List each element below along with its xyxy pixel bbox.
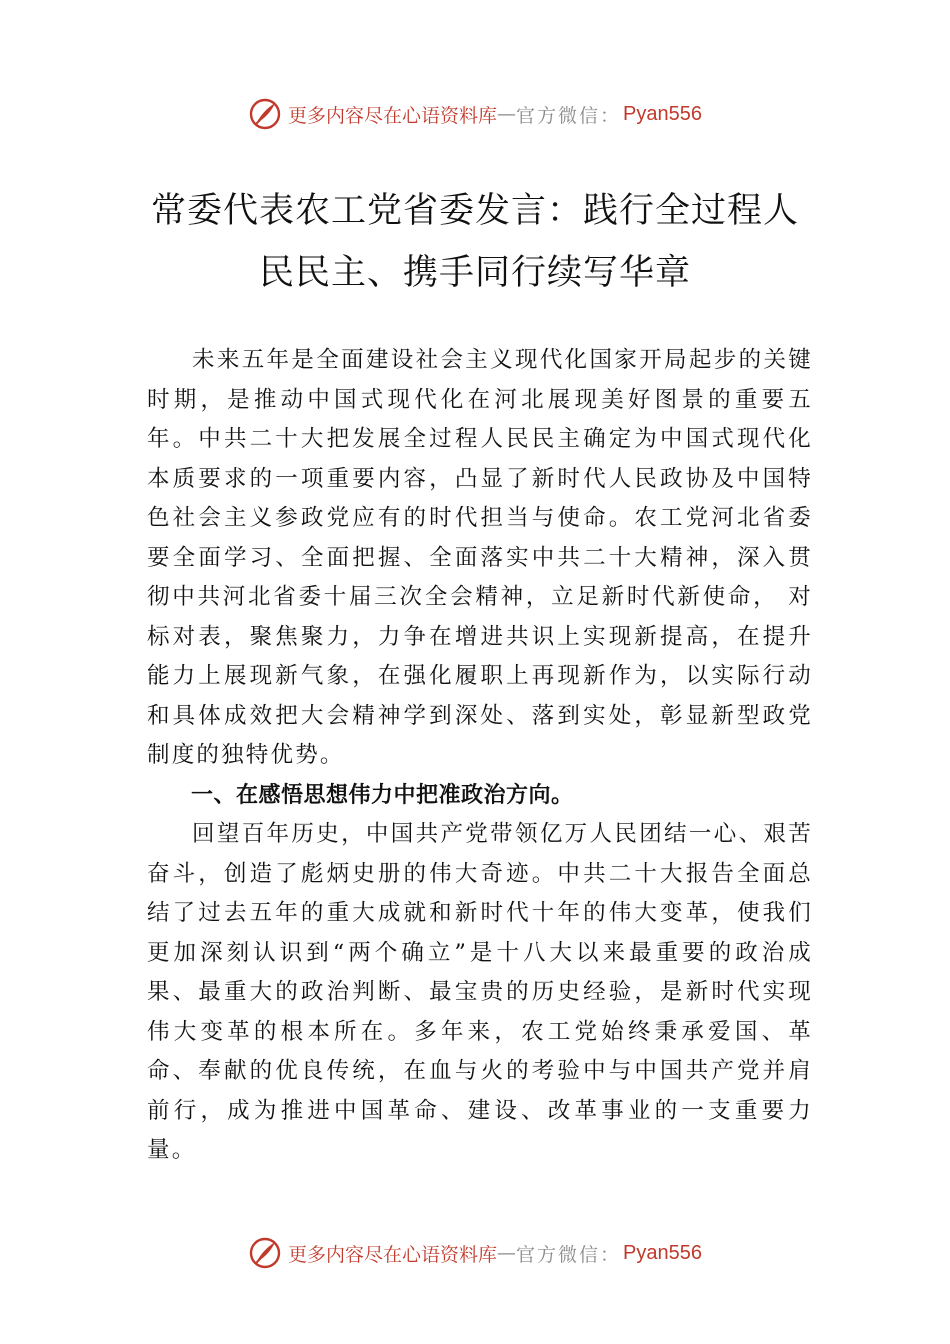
document-title [0, 180, 950, 304]
title-line-2: 民民主、携手同行续写华章 [258, 253, 691, 293]
title-line-1: 常委代表农工党省委发言：践行全过程人 [150, 191, 799, 231]
watermark-wechat-id: Pyan556 [623, 102, 702, 125]
watermark-brand: 更多内容尽在心语资料库 [288, 1243, 498, 1266]
section-paragraph: 回望百年历史，中国共产党带领亿万人民团结一心、艰苦奋斗，创造了彪炳史册的伟大奇迹。中共二十大报告全面总结了过去五年的重大成就和新时代十年的伟大变革，使我们更加深刻认识到“两个确立”是十八大以来最重要的政治成果、最重大的政治判断、最宝贵的历史经验，是新时代实现伟大变革的根本所在。多年来，农工党始终秉承爱国、革命、奉献的优良传统，在血与火的考验中与中国共产党并肩前行，成为推进中国革命、建设、改革事业的一支重要力量。 [147, 821, 813, 1163]
watermark-official-label: 官方微信： [516, 104, 622, 127]
quill-seal-icon [248, 97, 282, 131]
watermark-official-label: 官方微信： [516, 1243, 622, 1266]
watermark-separator: — [497, 1242, 517, 1264]
quill-seal-icon [248, 1236, 282, 1270]
watermark-banner-bottom [0, 1233, 950, 1273]
watermark-separator: — [497, 103, 517, 125]
watermark-banner-top [0, 94, 950, 134]
watermark-wechat-id: Pyan556 [623, 1241, 702, 1264]
section-heading: 一、在感悟思想伟力中把准政治方向。 [191, 782, 574, 808]
watermark-brand: 更多内容尽在心语资料库 [288, 104, 498, 127]
document-body [147, 341, 813, 1171]
intro-paragraph: 未来五年是全面建设社会主义现代化国家开局起步的关键时期，是推动中国式现代化在河北展现美好图景的重要五年。中共二十大把发展全过程人民民主确定为中国式现代化本质要求的一项重要内容，凸显了新时代人民政协及中国特色社会主义参政党应有的时代担当与使命。农工党河北省委要全面学习、全面把握、全面落实中共二十大精神，深入贯彻中共河北省委十届三次全会精神，立足新时代新使命， 对标对表，聚焦聚力，力争在增进共识上实现新提高，在提升能力上展现新气象，在强化履职上再现新作为，以实际行动和具体成效把大会精神学到深处、落到实处，彰显新型政党制度的独特优势。 [147, 347, 813, 768]
